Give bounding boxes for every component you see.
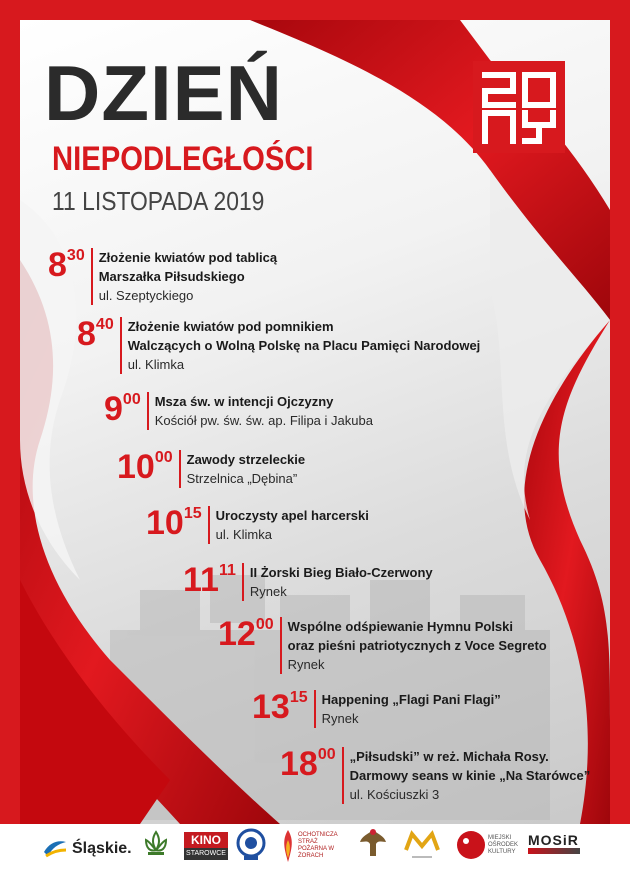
event-title-line: oraz pieśni patriotycznych z Voce Segreto	[287, 638, 547, 653]
flame-icon	[280, 828, 296, 864]
event-place: ul. Szeptyckiego	[98, 288, 194, 303]
divider	[147, 392, 149, 430]
event-place: Strzelnica „Dębina”	[186, 471, 298, 486]
divider	[120, 317, 122, 374]
mosir-logo	[528, 832, 580, 854]
event-item	[218, 617, 547, 674]
event-title-line: II Żorski Bieg Biało-Czerwony	[249, 565, 433, 580]
event-title-line: Zawody strzeleckie	[186, 452, 306, 467]
event-title-line: Walczących o Wolną Polskę na Placu Pamięci Narodowej	[127, 338, 481, 353]
event-time: 10 $^{00}$	[117, 448, 173, 486]
mok-circle-icon	[456, 828, 486, 862]
slaskie-logo	[42, 838, 132, 860]
event-details	[322, 690, 501, 728]
event-details	[250, 563, 433, 601]
divider	[342, 747, 344, 804]
coat-of-arms-logo	[358, 826, 388, 869]
event-title-line: Złożenie kwiatów pod pomnikiem	[127, 319, 334, 334]
event-place: ul. Kościuszki 3	[349, 787, 440, 802]
event-place: ul. Klimka	[215, 527, 272, 542]
event-time: 18 $^{00}$	[280, 745, 336, 783]
event-time: 12 $^{00}$	[218, 615, 274, 653]
event-time: 8 $^{40}$	[77, 315, 114, 353]
slaskie-mark-icon	[42, 838, 68, 860]
event-item	[48, 248, 277, 305]
event-title-line: Happening „Flagi Pani Flagi”	[321, 692, 501, 707]
event-place: Rynek	[321, 711, 359, 726]
event-date: 11 LISTOPADA 2019	[52, 186, 265, 216]
event-title-line: Darmowy seans w kinie „Na Starówce”	[349, 768, 591, 783]
event-place: Rynek	[287, 657, 325, 672]
event-item	[77, 317, 480, 374]
event-item	[117, 450, 305, 488]
event-item	[146, 506, 369, 544]
event-title-line: Złożenie kwiatów pod tablicą	[98, 250, 278, 265]
event-place: Kościół pw. św. św. ap. Filipa i Jakuba	[154, 413, 373, 428]
event-time: 9 $^{00}$	[104, 390, 141, 428]
page-title: DZIEŃ	[44, 49, 283, 137]
event-details	[128, 317, 481, 374]
event-time: 8 $^{30}$	[48, 246, 85, 284]
page-subtitle: NIEPODLEGŁOŚCI	[52, 140, 314, 178]
event-item	[183, 563, 433, 601]
event-title-line: Wspólne odśpiewanie Hymnu Polski	[287, 619, 513, 634]
kino-text: KINO	[184, 832, 228, 848]
logo-icon	[473, 61, 565, 153]
divider	[314, 690, 316, 728]
kino-logo	[184, 830, 228, 864]
event-details	[350, 747, 591, 804]
kino-sub-text: STAROWCE	[184, 848, 228, 860]
scout-lily-icon	[142, 830, 170, 862]
m-letter-icon	[402, 828, 442, 862]
emblem-logo	[236, 828, 266, 867]
event-title-line: Marszałka Piłsudskiego	[98, 269, 245, 284]
mok-text: MIEJSKI OŚRODEK KULTURY	[488, 834, 519, 855]
event-details	[155, 392, 373, 430]
mok-logo	[456, 828, 522, 862]
divider	[208, 506, 210, 544]
mosir-stripe	[528, 848, 580, 854]
event-details	[99, 248, 277, 305]
event-time: 13 $^{15}$	[252, 688, 308, 726]
eagle-icon	[358, 826, 388, 864]
m-logo	[402, 828, 442, 867]
event-time: 10 $^{15}$	[146, 504, 202, 542]
divider	[242, 563, 244, 601]
divider	[91, 248, 93, 305]
anniversary-logo	[473, 61, 565, 153]
osp-text: OCHOTNICZA STRAŻ POŻARNA W ŻORACH	[298, 832, 338, 859]
divider	[280, 617, 282, 674]
event-item	[280, 747, 590, 804]
sponsor-logos	[0, 826, 630, 886]
event-title-line: „Piłsudski” w reż. Michała Rosy.	[349, 749, 549, 764]
event-title-line: Msza św. w intencji Ojczyzny	[154, 394, 334, 409]
event-place: ul. Klimka	[127, 357, 185, 372]
event-details	[187, 450, 306, 488]
event-details	[216, 506, 369, 544]
event-time: 11 $^{11}$	[183, 561, 236, 599]
round-emblem-icon	[236, 828, 266, 862]
event-title-line: Uroczysty apel harcerski	[215, 508, 369, 523]
event-item	[104, 392, 373, 430]
event-place: Rynek	[249, 584, 287, 599]
osp-logo	[280, 828, 346, 864]
mosir-text: MOSiR	[528, 832, 579, 848]
divider	[179, 450, 181, 488]
event-item	[252, 690, 501, 728]
event-details	[288, 617, 547, 674]
scout-logo	[142, 830, 170, 867]
slaskie-text: Śląskie.	[72, 840, 132, 857]
